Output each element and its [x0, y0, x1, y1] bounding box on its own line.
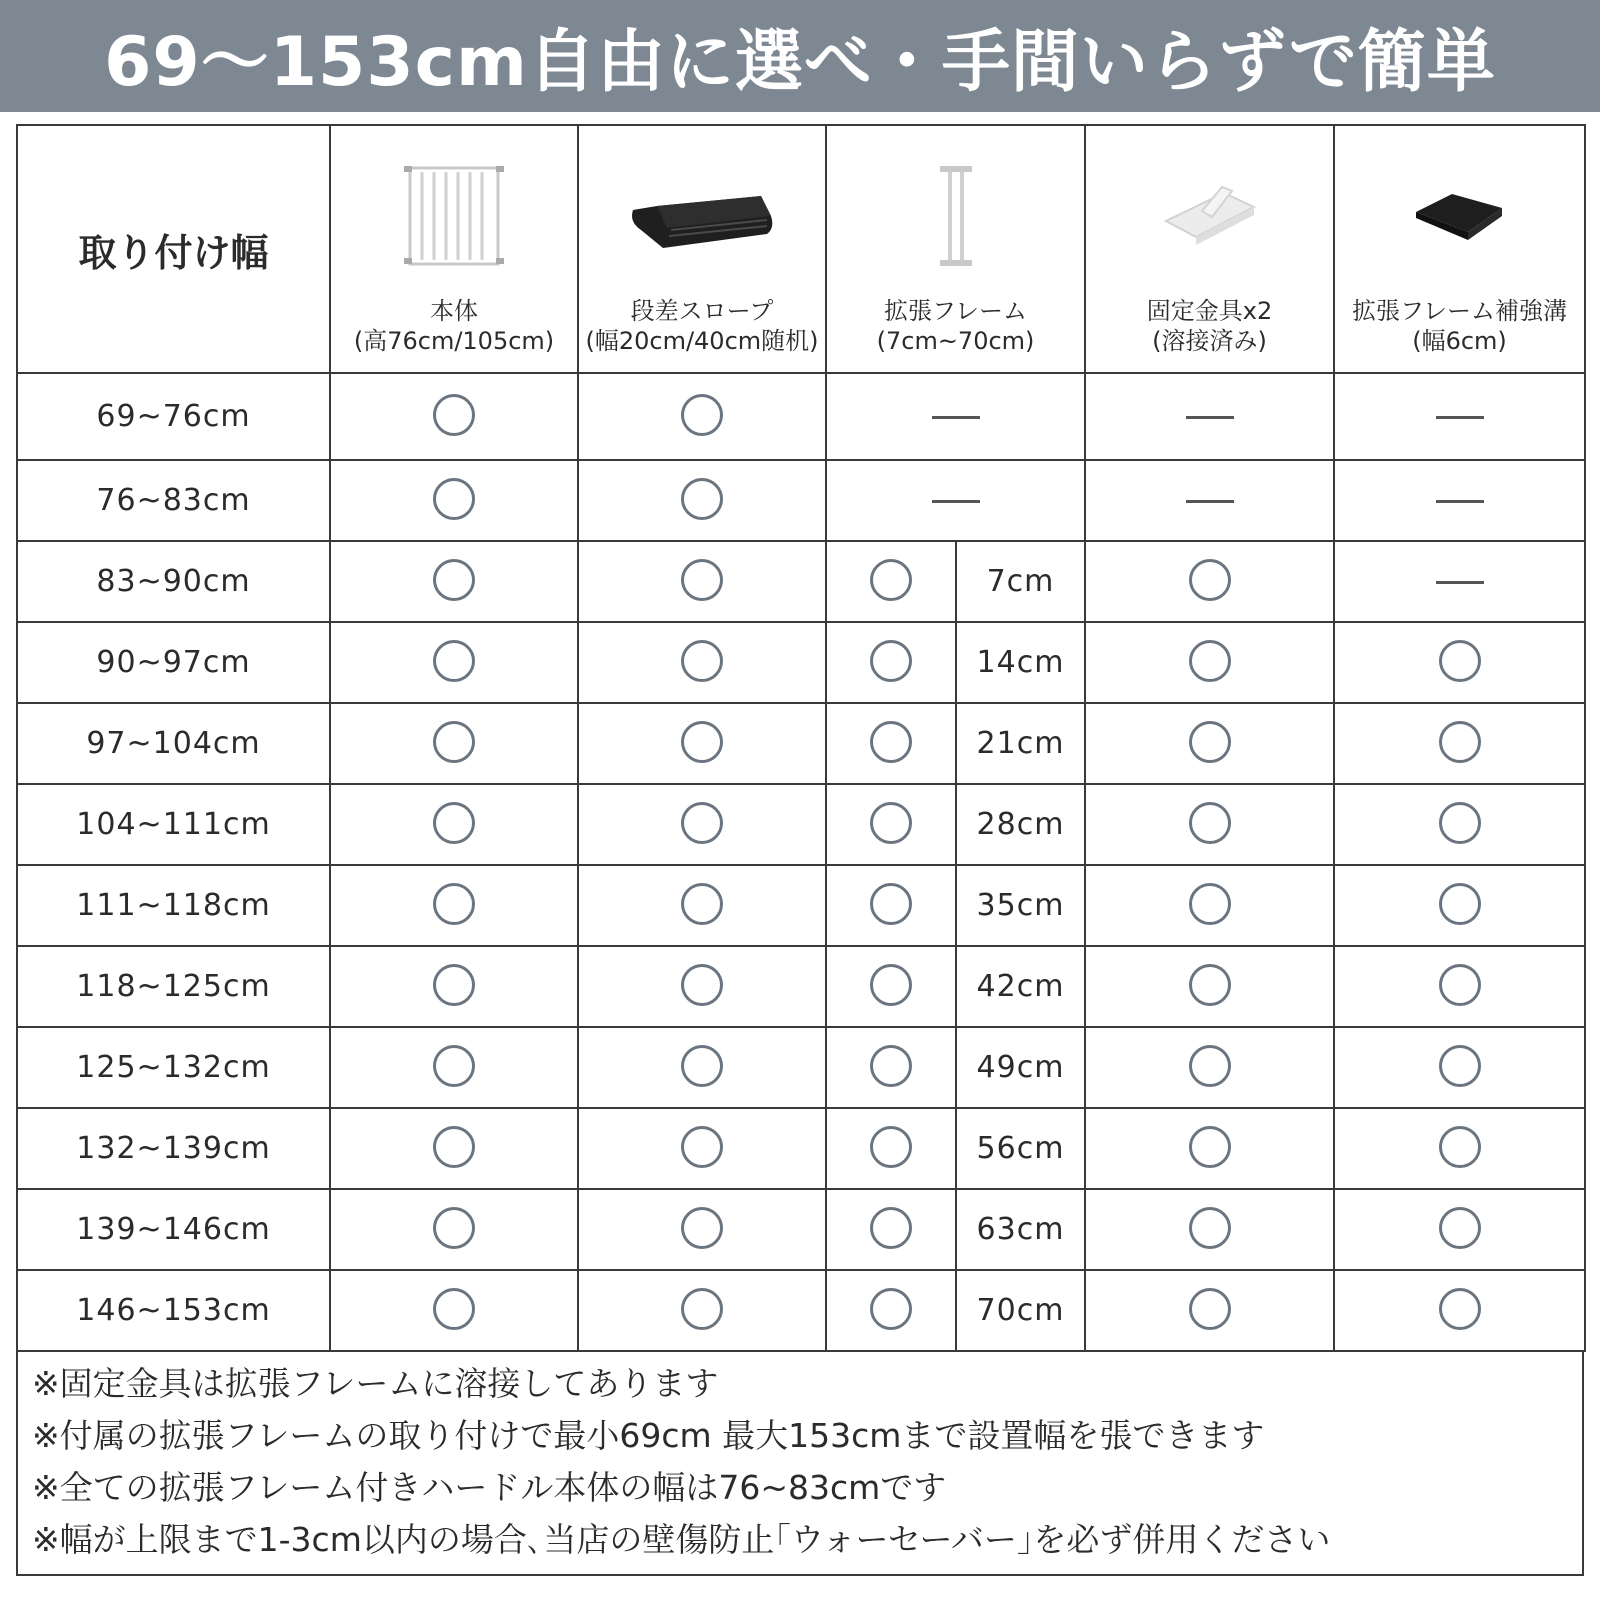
frame-length: 28cm — [976, 807, 1065, 842]
table-row — [17, 1189, 1585, 1270]
included-circle-icon — [433, 802, 475, 844]
table-row — [17, 784, 1585, 865]
included-circle-icon — [1439, 1045, 1481, 1087]
main-body-cell — [330, 622, 578, 703]
groove-cell — [1334, 865, 1585, 946]
header-row — [17, 125, 1585, 373]
included-circle-icon — [870, 1207, 912, 1249]
main-body-cell — [330, 541, 578, 622]
slope-cell — [578, 622, 826, 703]
bracket-cell — [1085, 784, 1334, 865]
included-circle-icon — [433, 394, 475, 436]
included-circle-icon — [681, 1045, 723, 1087]
groove-cell — [1334, 622, 1585, 703]
frame-length-cell — [956, 622, 1085, 703]
included-circle-icon — [870, 1045, 912, 1087]
included-circle-icon — [433, 1288, 475, 1330]
included-circle-icon — [1189, 1207, 1231, 1249]
column-sub: (幅6cm) — [1412, 327, 1507, 355]
range-label: 90~97cm — [96, 645, 251, 680]
included-circle-icon — [1439, 802, 1481, 844]
included-circle-icon — [681, 802, 723, 844]
groove-cell — [1334, 703, 1585, 784]
included-circle-icon — [870, 1288, 912, 1330]
range-label: 146~153cm — [76, 1293, 271, 1328]
range-cell — [17, 1270, 330, 1351]
included-circle-icon — [870, 964, 912, 1006]
bracket-cell — [1085, 946, 1334, 1027]
range-label: 83~90cm — [96, 564, 251, 599]
bracket-cell — [1085, 622, 1334, 703]
range-cell — [17, 460, 330, 541]
groove-cell — [1334, 1270, 1585, 1351]
frame-length-cell — [956, 1189, 1085, 1270]
column-name: 段差スロープ — [630, 297, 774, 325]
range-label: 76~83cm — [96, 483, 251, 518]
main-body-cell — [330, 784, 578, 865]
range-label: 132~139cm — [76, 1131, 271, 1166]
column-header-frame — [826, 125, 1085, 373]
range-cell — [17, 784, 330, 865]
included-circle-icon — [1439, 721, 1481, 763]
groove-cell — [1334, 460, 1585, 541]
slope-cell — [578, 1189, 826, 1270]
note-line: ※固定金具は拡張フレームに溶接してあります — [32, 1364, 719, 1403]
included-circle-icon — [433, 1207, 475, 1249]
range-label: 97~104cm — [86, 726, 261, 761]
included-circle-icon — [681, 1288, 723, 1330]
bracket-cell — [1085, 865, 1334, 946]
included-circle-icon — [433, 1045, 475, 1087]
included-circle-icon — [681, 394, 723, 436]
included-circle-icon — [1189, 883, 1231, 925]
not-included-dash-icon — [1436, 581, 1484, 584]
range-cell — [17, 865, 330, 946]
included-circle-icon — [1189, 640, 1231, 682]
frame-length: 56cm — [976, 1131, 1065, 1166]
included-circle-icon — [681, 478, 723, 520]
range-cell — [17, 373, 330, 460]
column-sub: (7cm~70cm) — [876, 327, 1035, 355]
main-body-cell — [330, 703, 578, 784]
included-circle-icon — [433, 721, 475, 763]
slope-cell — [578, 946, 826, 1027]
groove-cell — [1334, 784, 1585, 865]
groove-cell — [1334, 946, 1585, 1027]
column-header-main — [330, 125, 578, 373]
groove-cell — [1334, 373, 1585, 460]
range-cell — [17, 622, 330, 703]
included-circle-icon — [870, 721, 912, 763]
frame-length: 7cm — [986, 564, 1055, 599]
label-header-cell — [17, 125, 330, 373]
not-included-dash-icon — [932, 500, 980, 503]
range-cell — [17, 1027, 330, 1108]
slope-cell — [578, 460, 826, 541]
frame-cell — [826, 865, 956, 946]
slope-cell — [578, 703, 826, 784]
table-row — [17, 1027, 1585, 1108]
size-table — [16, 124, 1586, 1352]
bracket-cell — [1085, 1270, 1334, 1351]
frame-cell — [826, 460, 1085, 541]
slope-cell — [578, 373, 826, 460]
table-row — [17, 541, 1585, 622]
range-cell — [17, 946, 330, 1027]
note-line: ※付属の拡張フレームの取り付けで最小69cm 最大153cmまで設置幅を張できます — [32, 1416, 1265, 1455]
slope-cell — [578, 1027, 826, 1108]
range-cell — [17, 1108, 330, 1189]
frame-cell — [826, 703, 956, 784]
title-banner — [0, 0, 1600, 112]
included-circle-icon — [433, 559, 475, 601]
column-name: 拡張フレーム — [883, 297, 1028, 325]
label-header: 取り付け幅 — [78, 230, 269, 275]
slope-cell — [578, 865, 826, 946]
note-line: ※幅が上限まで1-3cm以内の場合､当店の壁傷防止｢ウォーセーバー｣を必ず併用ください — [32, 1520, 1331, 1559]
bracket-cell — [1085, 460, 1334, 541]
range-label: 104~111cm — [76, 807, 271, 842]
column-sub: (幅20cm/40cm随机) — [585, 327, 819, 355]
included-circle-icon — [681, 964, 723, 1006]
table-row — [17, 1270, 1585, 1351]
main-body-cell — [330, 1027, 578, 1108]
frame-cell — [826, 373, 1085, 460]
reinforce-groove-icon — [1335, 156, 1584, 276]
included-circle-icon — [681, 559, 723, 601]
main-body-cell — [330, 460, 578, 541]
groove-cell — [1334, 541, 1585, 622]
column-header-groove — [1334, 125, 1585, 373]
frame-length: 14cm — [976, 645, 1065, 680]
frame-length: 70cm — [976, 1293, 1065, 1328]
bracket-cell — [1085, 1189, 1334, 1270]
frame-length: 63cm — [976, 1212, 1065, 1247]
bracket-cell — [1085, 1027, 1334, 1108]
included-circle-icon — [681, 1126, 723, 1168]
table-row — [17, 373, 1585, 460]
table-row — [17, 865, 1585, 946]
column-sub: (溶接済み) — [1152, 327, 1267, 355]
included-circle-icon — [433, 883, 475, 925]
range-label: 118~125cm — [76, 969, 271, 1004]
table-row — [17, 622, 1585, 703]
slope-cell — [578, 541, 826, 622]
included-circle-icon — [1189, 721, 1231, 763]
gate-icon — [331, 156, 577, 276]
included-circle-icon — [433, 640, 475, 682]
notes — [16, 1352, 1584, 1576]
table-row — [17, 946, 1585, 1027]
slope-cell — [578, 1270, 826, 1351]
column-name: 本体 — [430, 297, 478, 325]
column-header-slope — [578, 125, 826, 373]
main-body-cell — [330, 373, 578, 460]
frame-cell — [826, 1189, 956, 1270]
bracket-cell — [1085, 1108, 1334, 1189]
frame-length-cell — [956, 1270, 1085, 1351]
frame-length-cell — [956, 865, 1085, 946]
frame-cell — [826, 622, 956, 703]
included-circle-icon — [1189, 1126, 1231, 1168]
range-cell — [17, 703, 330, 784]
included-circle-icon — [1439, 1126, 1481, 1168]
main-body-cell — [330, 1189, 578, 1270]
included-circle-icon — [1439, 883, 1481, 925]
included-circle-icon — [870, 883, 912, 925]
not-included-dash-icon — [1436, 416, 1484, 419]
range-label: 125~132cm — [76, 1050, 271, 1085]
included-circle-icon — [1189, 1045, 1231, 1087]
frame-cell — [826, 946, 956, 1027]
frame-length: 49cm — [976, 1050, 1065, 1085]
included-circle-icon — [433, 1126, 475, 1168]
range-label: 111~118cm — [76, 888, 271, 923]
included-circle-icon — [681, 721, 723, 763]
included-circle-icon — [681, 1207, 723, 1249]
frame-length: 42cm — [976, 969, 1065, 1004]
included-circle-icon — [870, 802, 912, 844]
range-cell — [17, 541, 330, 622]
included-circle-icon — [1439, 1207, 1481, 1249]
included-circle-icon — [681, 883, 723, 925]
table-row — [17, 460, 1585, 541]
bracket-cell — [1085, 703, 1334, 784]
frame-cell — [826, 1027, 956, 1108]
frame-length-cell — [956, 703, 1085, 784]
range-label: 139~146cm — [76, 1212, 271, 1247]
groove-cell — [1334, 1027, 1585, 1108]
included-circle-icon — [1439, 1288, 1481, 1330]
column-sub: (高76cm/105cm) — [353, 327, 555, 355]
slope-cell — [578, 1108, 826, 1189]
frame-length: 35cm — [976, 888, 1065, 923]
bracket-cell — [1085, 541, 1334, 622]
frame-length: 21cm — [976, 726, 1065, 761]
bracket-cell — [1085, 373, 1334, 460]
included-circle-icon — [1439, 964, 1481, 1006]
frame-cell — [826, 541, 956, 622]
column-name: 固定金具x2 — [1146, 297, 1273, 325]
frame-length-cell — [956, 946, 1085, 1027]
included-circle-icon — [433, 964, 475, 1006]
bracket-icon — [1086, 156, 1333, 276]
groove-cell — [1334, 1108, 1585, 1189]
not-included-dash-icon — [1436, 500, 1484, 503]
included-circle-icon — [1189, 802, 1231, 844]
frame-cell — [826, 784, 956, 865]
note-line: ※全ての拡張フレーム付きハードル本体の幅は76~83cmです — [32, 1468, 947, 1507]
frame-length-cell — [956, 1108, 1085, 1189]
slope-cell — [578, 784, 826, 865]
main-body-cell — [330, 865, 578, 946]
frame-cell — [826, 1270, 956, 1351]
frame-length-cell — [956, 1027, 1085, 1108]
not-included-dash-icon — [932, 416, 980, 419]
range-cell — [17, 1189, 330, 1270]
table-row — [17, 1108, 1585, 1189]
extension-frame-icon — [827, 156, 1084, 276]
included-circle-icon — [870, 559, 912, 601]
included-circle-icon — [681, 640, 723, 682]
included-circle-icon — [1189, 559, 1231, 601]
included-circle-icon — [870, 1126, 912, 1168]
not-included-dash-icon — [1186, 500, 1234, 503]
groove-cell — [1334, 1189, 1585, 1270]
frame-cell — [826, 1108, 956, 1189]
column-header-bracket — [1085, 125, 1334, 373]
table-row — [17, 703, 1585, 784]
main-body-cell — [330, 946, 578, 1027]
column-name: 拡張フレーム補強溝 — [1351, 297, 1568, 325]
size-table-wrap — [16, 124, 1584, 1576]
included-circle-icon — [1189, 1288, 1231, 1330]
frame-length-cell — [956, 541, 1085, 622]
included-circle-icon — [870, 640, 912, 682]
main-body-cell — [330, 1270, 578, 1351]
banner-title: 69～153cm自由に選べ・手間いらずで簡単 — [104, 22, 1496, 102]
included-circle-icon — [433, 478, 475, 520]
not-included-dash-icon — [1186, 416, 1234, 419]
range-label: 69~76cm — [96, 399, 251, 434]
slope-icon — [579, 156, 825, 276]
included-circle-icon — [1189, 964, 1231, 1006]
frame-length-cell — [956, 784, 1085, 865]
included-circle-icon — [1439, 640, 1481, 682]
main-body-cell — [330, 1108, 578, 1189]
